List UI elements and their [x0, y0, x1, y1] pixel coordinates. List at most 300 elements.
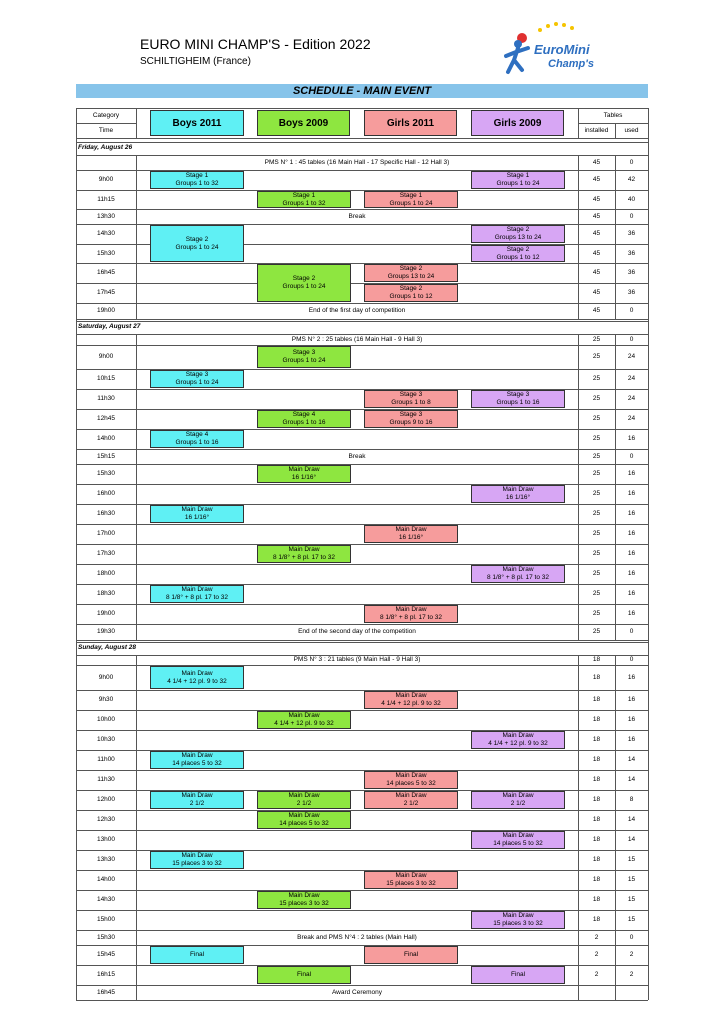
event-block	[364, 284, 458, 302]
tables-used: 24	[627, 415, 636, 422]
row-time: 11h30	[97, 776, 115, 783]
event-block	[150, 505, 244, 523]
used-label: used	[624, 127, 639, 134]
document-title: EURO MINI CHAMP'S - Edition 2022	[140, 36, 371, 52]
event-block	[471, 831, 565, 849]
row-time: 19h30	[96, 628, 116, 635]
tables-used: 14	[627, 816, 636, 823]
time-col-border	[136, 710, 137, 730]
tables-used: 8	[629, 796, 634, 803]
time-col-border	[136, 790, 137, 810]
tables-used: 24	[627, 375, 636, 382]
event-stage: Main Draw	[395, 772, 427, 780]
time-col-border	[136, 263, 137, 283]
row-time: 15h30	[96, 470, 116, 477]
event-groups: Groups 1 to 24	[389, 199, 433, 207]
row-time: 14h00	[96, 876, 116, 883]
row-time: 10h30	[96, 736, 116, 743]
event-groups: 14 places 5 to 32	[172, 760, 222, 767]
event-groups: 15 places 3 to 32	[386, 880, 436, 887]
tables-used: 36	[627, 249, 636, 257]
tables-installed: 25	[592, 452, 601, 460]
event-stage: Main Draw	[181, 669, 213, 677]
time-col-border	[136, 850, 137, 870]
event-stage: Final	[296, 971, 312, 979]
event-stage: Main Draw	[181, 792, 213, 800]
logo-text-line1: EuroMini	[534, 42, 590, 57]
event-block	[150, 751, 244, 769]
event-block	[471, 911, 565, 929]
tables-used: 15	[627, 856, 636, 863]
event-groups: 16 1/16°	[184, 514, 210, 521]
event-stage: Main Draw	[502, 486, 534, 494]
row-note: Break	[348, 212, 366, 220]
row-note: PMS N° 3 : 21 tables (9 Main Hall - 9 Hall 3)	[293, 656, 421, 663]
row-note: PMS N° 1 : 45 tables (16 Main Hall - 17 Specific Hall - 12 Hall 3)	[264, 158, 450, 166]
event-groups: 15 places 3 to 32	[493, 920, 543, 927]
event-block	[150, 791, 244, 809]
tables-installed: 18	[592, 756, 601, 763]
event-block	[257, 346, 351, 368]
tables-installed: 25	[592, 550, 601, 557]
row-note: Award Ceremony	[331, 988, 383, 996]
row-time: 18h30	[96, 590, 116, 597]
event-groups: 8 1/8° + 8 pl. 17 to 32	[379, 614, 443, 621]
event-groups: 4 1/4 + 12 pl. 9 to 32	[274, 720, 334, 727]
row-time: 16h45	[96, 988, 116, 996]
event-stage: Main Draw	[288, 466, 320, 474]
row-time: 19h00	[96, 610, 116, 617]
event-groups: Groups 1 to 24	[282, 283, 326, 290]
event-block	[471, 791, 565, 809]
event-stage: Main Draw	[502, 566, 534, 574]
event-block	[364, 946, 458, 964]
event-stage: Main Draw	[288, 546, 320, 554]
event-groups: 2 1/2	[510, 800, 526, 807]
event-stage: Main Draw	[181, 506, 213, 514]
tables-installed: 25	[592, 470, 601, 477]
row-time: 17h00	[96, 530, 116, 537]
tables-divider	[578, 123, 648, 124]
event-block	[257, 811, 351, 829]
row-divider	[76, 930, 648, 931]
row-divider	[76, 190, 648, 191]
time-col-border	[136, 830, 137, 850]
event-block	[364, 771, 458, 789]
row-time: 14h00	[96, 435, 116, 442]
time-col-border	[136, 604, 137, 624]
tables-label: Tables	[603, 112, 623, 119]
tables-used: 36	[627, 230, 636, 237]
row-divider	[76, 640, 648, 641]
time-col-border	[136, 369, 137, 389]
event-stage: Stage 2	[399, 265, 423, 273]
day-label: Sunday, August 28	[78, 644, 137, 651]
event-groups: 8 1/8° + 8 pl. 17 to 32	[165, 594, 229, 601]
tables-installed: 25	[592, 353, 601, 360]
event-groups: 8 1/8° + 8 pl. 17 to 32	[272, 554, 336, 561]
row-divider	[76, 870, 648, 871]
row-time: 14h30	[96, 230, 116, 237]
row-divider	[76, 345, 648, 346]
row-time: 11h30	[97, 395, 115, 402]
tables-used: 24	[627, 395, 636, 402]
row-time: 19h00	[96, 307, 116, 314]
tables-used: 16	[627, 736, 636, 743]
event-block	[471, 966, 565, 984]
tables-installed: 2	[594, 971, 599, 978]
tables-installed: 18	[592, 716, 601, 723]
row-time: 16h00	[96, 490, 116, 497]
event-groups: Groups 9 to 16	[389, 419, 433, 426]
time-col-border	[136, 244, 137, 263]
event-stage: Stage 3	[185, 371, 209, 379]
event-stage: Main Draw	[288, 712, 320, 720]
event-block	[364, 390, 458, 408]
event-stage: Stage 4	[185, 431, 209, 439]
event-groups: Groups 1 to 8	[391, 399, 431, 406]
tables-used: 14	[627, 776, 636, 783]
time-col-border	[136, 965, 137, 985]
event-groups: Groups 1 to 16	[175, 439, 219, 446]
event-groups: Groups 1 to 16	[282, 419, 326, 426]
event-groups: Groups 1 to 32	[282, 199, 326, 207]
tables-installed: 25	[592, 435, 601, 442]
time-col-border	[136, 524, 137, 544]
tables-installed: 18	[592, 736, 601, 743]
used-col-border-header	[615, 123, 616, 138]
row-time: 9h30	[98, 696, 114, 703]
row-time: 11h00	[97, 756, 115, 763]
tables-used: 2	[629, 971, 634, 978]
event-stage: Stage 2	[292, 275, 316, 283]
event-block	[150, 946, 244, 964]
event-groups: 2 1/2	[403, 800, 419, 807]
tables-used: 0	[629, 933, 634, 941]
event-stage: Stage 3	[399, 411, 423, 419]
row-divider	[76, 409, 648, 410]
table-right-border	[648, 108, 649, 1000]
event-block	[257, 791, 351, 809]
event-stage: Main Draw	[395, 526, 427, 534]
tables-installed: 25	[592, 628, 601, 635]
header-boys-2009: Boys 2009	[257, 110, 350, 136]
event-stage: Stage 2	[399, 285, 423, 293]
tables-installed: 45	[592, 212, 601, 220]
time-col-border	[136, 910, 137, 930]
tables-used: 16	[627, 490, 636, 497]
time-col-border	[136, 464, 137, 484]
event-groups: 8 1/8° + 8 pl. 17 to 32	[486, 574, 550, 581]
used-col-border	[615, 985, 616, 1000]
tables-used: 16	[627, 435, 636, 442]
time-col-border	[136, 770, 137, 790]
row-time: 14h30	[96, 896, 116, 903]
time-col-border	[136, 890, 137, 910]
tables-used: 16	[627, 570, 636, 577]
day-divider	[76, 155, 648, 156]
tables-installed: 25	[592, 490, 601, 497]
time-col-border	[136, 389, 137, 409]
time-col-border	[136, 345, 137, 369]
event-block	[364, 410, 458, 428]
time-col-border-header	[136, 108, 137, 138]
category-divider	[76, 123, 136, 124]
row-time: 10h00	[96, 716, 116, 723]
tables-installed: 2	[594, 933, 599, 941]
day-top-divider	[76, 142, 648, 143]
tables-installed: 25	[592, 530, 601, 537]
day-label: Saturday, August 27	[78, 323, 141, 330]
tables-used: 16	[627, 530, 636, 537]
event-groups: Groups 1 to 24	[282, 357, 326, 364]
event-stage: Main Draw	[288, 792, 320, 800]
event-groups: 2 1/2	[189, 800, 205, 807]
tables-installed: 18	[592, 856, 601, 863]
time-col-border	[136, 870, 137, 890]
tables-used: 14	[627, 756, 636, 763]
event-block	[150, 225, 244, 262]
row-note: Break and PMS N°4 : 2 tables (Main Hall)	[297, 933, 417, 941]
event-stage: Final	[510, 971, 526, 979]
time-col-border	[136, 429, 137, 449]
event-block	[257, 191, 351, 208]
time-col-border	[136, 750, 137, 770]
row-divider	[76, 544, 648, 545]
event-block	[471, 225, 565, 243]
time-col-border	[136, 170, 137, 190]
row-time: 16h45	[96, 269, 116, 276]
event-groups: 4 1/4 + 12 pl. 9 to 32	[381, 700, 441, 707]
event-block	[471, 171, 565, 189]
event-block	[257, 891, 351, 909]
row-divider	[76, 464, 648, 465]
event-block	[257, 545, 351, 563]
event-stage: Main Draw	[288, 892, 320, 900]
row-time: 15h30	[96, 933, 116, 941]
row-time: 16h30	[96, 510, 116, 517]
tables-installed: 25	[592, 336, 601, 343]
row-time: 17h30	[96, 550, 116, 557]
time-col-border	[136, 690, 137, 710]
tables-used: 14	[627, 836, 636, 843]
event-groups: 14 places 5 to 32	[279, 820, 329, 827]
event-stage: Main Draw	[181, 852, 213, 860]
time-col-border	[136, 224, 137, 244]
event-groups: 15 places 3 to 32	[172, 860, 222, 867]
tables-used: 0	[629, 212, 634, 220]
event-block	[257, 410, 351, 428]
event-stage: Stage 2	[506, 245, 530, 253]
time-col-border	[136, 190, 137, 209]
row-time: 16h15	[96, 971, 116, 978]
installed-col-border-header	[578, 108, 579, 138]
row-time: 12h30	[96, 816, 116, 823]
row-time: 12h45	[96, 415, 116, 422]
tables-installed: 18	[592, 876, 601, 883]
event-block	[150, 370, 244, 388]
event-groups: Groups 1 to 24	[496, 180, 540, 187]
event-block	[471, 731, 565, 749]
row-note: PMS N° 2 : 25 tables (16 Main Hall - 9 Hall 3)	[291, 336, 423, 343]
event-groups: Groups 13 to 24	[494, 234, 542, 241]
tables-installed: 18	[592, 916, 601, 923]
event-groups: 16 1/16°	[505, 494, 531, 501]
event-block	[150, 851, 244, 869]
tables-installed: 25	[592, 395, 601, 402]
event-stage: Main Draw	[395, 692, 427, 700]
row-divider	[76, 690, 648, 691]
row-time: 9h00	[98, 176, 114, 183]
row-time: 10h15	[96, 375, 116, 382]
tables-installed: 25	[592, 610, 601, 617]
tables-used: 0	[629, 628, 634, 635]
row-time: 12h00	[96, 796, 116, 803]
time-col-border	[136, 484, 137, 504]
row-note: End of the second day of the competition	[298, 628, 416, 635]
table-top-border	[76, 108, 648, 109]
event-block	[257, 966, 351, 984]
event-groups: 4 1/4 + 12 pl. 9 to 32	[488, 740, 548, 747]
tables-installed: 18	[592, 796, 601, 803]
event-groups: 14 places 5 to 32	[493, 840, 543, 847]
tables-installed: 18	[592, 776, 601, 783]
tables-used: 16	[627, 610, 636, 617]
time-col-border	[136, 945, 137, 965]
event-groups: 4 1/4 + 12 pl. 9 to 32	[167, 677, 227, 685]
time-col-border	[136, 665, 137, 690]
event-stage: Stage 4	[292, 411, 316, 419]
tables-installed: 18	[592, 896, 601, 903]
row-time: 15h00	[96, 916, 116, 923]
event-stage: Stage 2	[185, 235, 209, 243]
event-stage: Main Draw	[181, 752, 213, 760]
tables-used: 42	[627, 176, 636, 183]
event-groups: Groups 1 to 32	[175, 180, 219, 187]
tables-installed: 45	[592, 307, 601, 314]
tables-used: 2	[629, 951, 634, 958]
event-stage: Stage 1	[399, 191, 423, 199]
time-col-border	[136, 810, 137, 830]
time-col-border	[136, 730, 137, 750]
header-girls-2011: Girls 2011	[364, 110, 457, 136]
event-block	[364, 264, 458, 282]
tables-used: 0	[629, 158, 634, 166]
time-col-border	[136, 544, 137, 564]
row-divider	[76, 283, 648, 284]
tables-used: 0	[629, 307, 634, 314]
tables-used: 0	[629, 452, 634, 460]
row-time: 15h45	[96, 951, 116, 958]
time-col-border	[136, 504, 137, 524]
tables-installed: 45	[592, 195, 601, 203]
row-time: 17h45	[96, 289, 116, 296]
event-stage: Main Draw	[502, 732, 534, 740]
event-block	[257, 711, 351, 729]
tables-used: 16	[627, 716, 636, 723]
tables-used: 0	[629, 336, 634, 343]
tables-used: 15	[627, 896, 636, 903]
event-groups: Groups 1 to 24	[175, 243, 219, 251]
event-stage: Main Draw	[395, 606, 427, 614]
row-note: End of the first day of competition	[308, 307, 406, 314]
tables-installed: 45	[592, 230, 601, 237]
event-stage: Main Draw	[288, 812, 320, 820]
row-divider	[76, 263, 648, 264]
row-divider	[76, 624, 648, 625]
event-groups: Groups 13 to 24	[387, 273, 435, 280]
header-girls-2009: Girls 2009	[471, 110, 564, 136]
category-label: Category	[92, 112, 120, 119]
event-block	[257, 264, 351, 302]
event-block	[364, 525, 458, 543]
event-block	[364, 871, 458, 889]
event-block	[150, 585, 244, 603]
row-time: 9h00	[98, 673, 114, 681]
event-stage: Main Draw	[395, 872, 427, 880]
event-stage: Stage 2	[506, 226, 530, 234]
event-block	[150, 171, 244, 189]
row-time: 13h30	[96, 212, 116, 220]
event-block	[364, 691, 458, 709]
tables-used: 15	[627, 876, 636, 883]
event-stage: Stage 3	[292, 349, 316, 357]
event-stage: Final	[403, 951, 419, 959]
tables-installed: 25	[592, 570, 601, 577]
event-block	[150, 430, 244, 448]
row-divider	[76, 303, 648, 304]
time-col-border	[136, 409, 137, 429]
event-block	[471, 485, 565, 503]
event-block	[257, 465, 351, 483]
time-col-border	[136, 283, 137, 303]
tables-used: 16	[627, 590, 636, 597]
event-stage: Stage 1	[292, 191, 316, 199]
row-divider	[76, 1000, 648, 1001]
time-label: Time	[98, 127, 114, 134]
time-col-border	[136, 564, 137, 584]
row-time: 18h00	[96, 570, 116, 577]
event-groups: Groups 1 to 24	[175, 379, 219, 386]
document-subtitle: SCHILTIGHEIM (France)	[140, 56, 251, 67]
tables-installed: 18	[592, 816, 601, 823]
tables-installed: 2	[594, 951, 599, 958]
tables-installed: 45	[592, 269, 601, 276]
header-boys-2011: Boys 2011	[150, 110, 244, 136]
event-block	[150, 666, 244, 689]
event-groups: 15 places 3 to 32	[279, 900, 329, 907]
event-stage: Stage 3	[506, 391, 530, 399]
event-stage: Main Draw	[502, 912, 534, 920]
event-stage: Final	[189, 951, 205, 959]
tables-used: 16	[627, 510, 636, 517]
logo-text-line2: Champ's	[548, 58, 595, 70]
event-stage: Main Draw	[502, 832, 534, 840]
tables-used: 16	[627, 550, 636, 557]
row-time: 13h00	[96, 836, 116, 843]
tables-used: 40	[627, 195, 636, 203]
event-groups: 16 1/16°	[291, 474, 317, 481]
tables-installed: 45	[592, 249, 601, 257]
row-divider	[76, 319, 648, 320]
event-block	[471, 390, 565, 408]
tables-used: 16	[627, 696, 636, 703]
tables-used: 36	[627, 269, 636, 276]
event-groups: 2 1/2	[296, 800, 312, 807]
tables-used: 15	[627, 916, 636, 923]
row-time: 15h30	[96, 249, 116, 257]
tables-installed: 25	[592, 590, 601, 597]
